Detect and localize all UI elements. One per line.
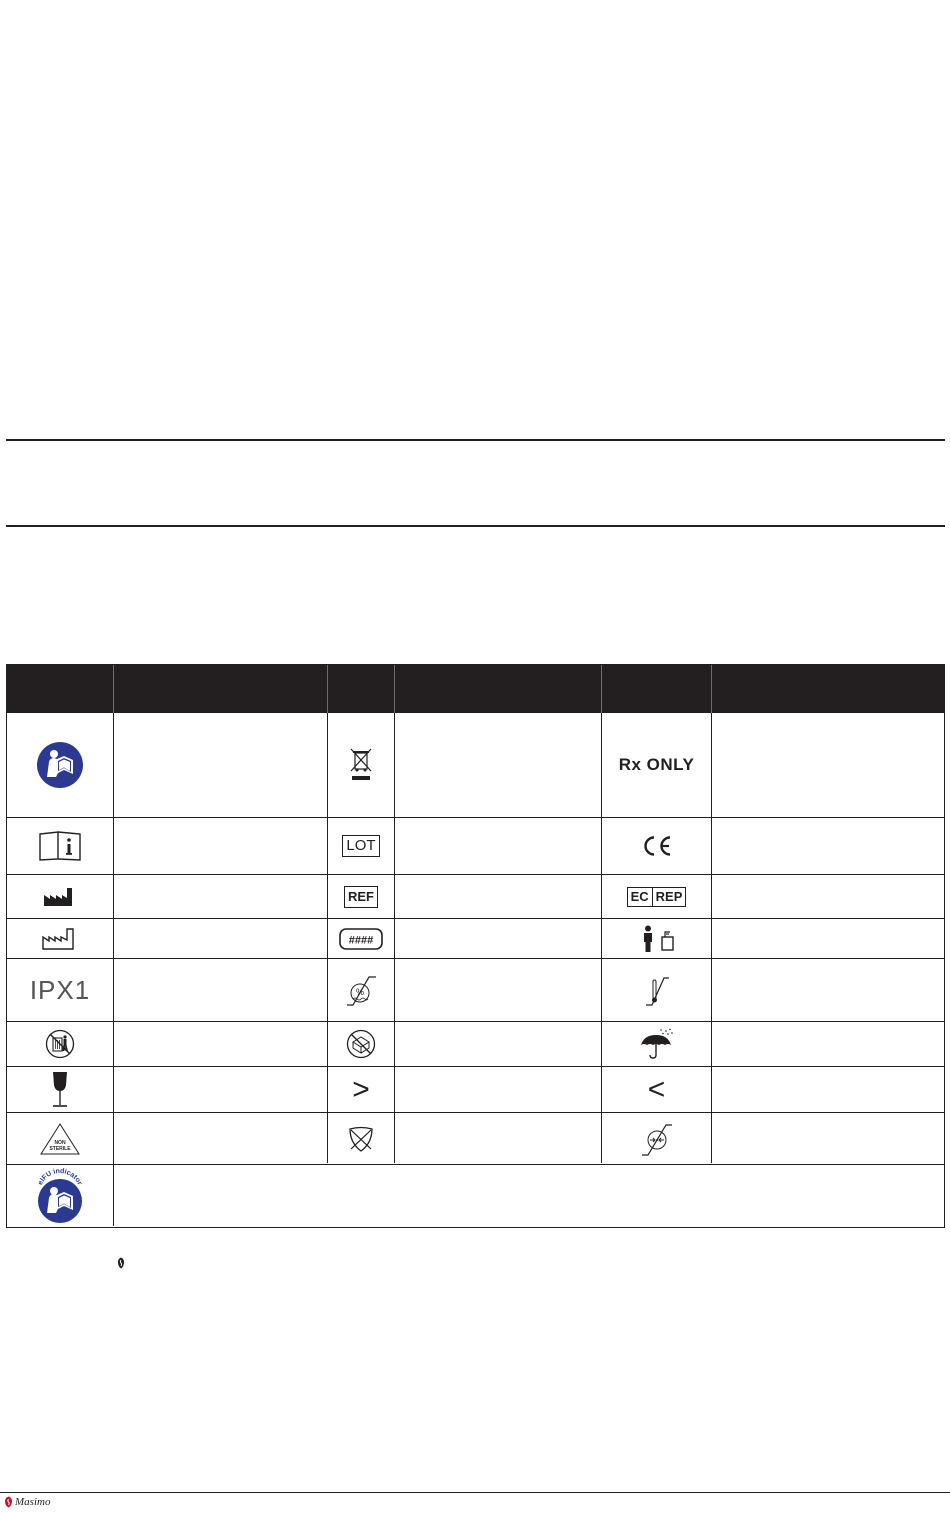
section-rule-bottom — [6, 525, 945, 527]
greater-than-symbol — [328, 1067, 394, 1112]
ref-label: REF — [344, 886, 378, 908]
header-description-3 — [712, 665, 944, 713]
header-description-1 — [114, 665, 327, 713]
footer-rule — [0, 1492, 950, 1493]
not-for-reuse-icon — [328, 1113, 394, 1164]
date-of-manufacture-icon — [7, 919, 113, 958]
table-row — [7, 713, 944, 818]
brand-name: Masimo — [15, 1496, 51, 1508]
non-sterile-label-1: NON — [54, 1139, 66, 1146]
manufacturer-icon — [7, 875, 113, 918]
svg-text:%: % — [355, 987, 365, 997]
efu-indicator-icon — [7, 1165, 113, 1227]
description-text — [712, 875, 944, 918]
less-than-label: < — [647, 1072, 666, 1106]
ec-label: EC — [628, 888, 653, 906]
header-symbol-1 — [7, 665, 113, 713]
description-text — [114, 1022, 327, 1066]
table-row — [7, 818, 944, 875]
section-rule-top — [6, 439, 945, 441]
header-symbol-3 — [602, 665, 711, 713]
description-text — [712, 1113, 944, 1164]
do-not-use-if-damaged-icon — [328, 1022, 394, 1066]
table-row — [7, 1165, 944, 1227]
masimo-mark-icon — [117, 1256, 125, 1274]
description-text — [712, 1067, 944, 1112]
description-text — [395, 959, 601, 1021]
humidity-limit-icon — [328, 959, 394, 1021]
description-text — [395, 818, 601, 874]
non-sterile-label-2: STERILE — [49, 1145, 71, 1152]
description-text — [395, 919, 601, 958]
greater-than-label: > — [352, 1072, 370, 1106]
masimo-logo-icon — [4, 1496, 13, 1508]
description-text — [712, 1022, 944, 1066]
table-row — [7, 919, 944, 959]
ref-symbol — [328, 875, 394, 918]
description-text — [114, 1165, 944, 1227]
table-row — [7, 1067, 944, 1113]
table-row — [7, 1113, 944, 1165]
description-text — [712, 919, 944, 958]
serial-number-symbol — [328, 919, 394, 958]
ce-mark-symbol — [602, 818, 711, 874]
follow-instructions-icon — [7, 713, 113, 817]
keep-dry-icon — [602, 1022, 711, 1066]
description-text — [395, 1113, 601, 1164]
ipx1-symbol — [7, 959, 113, 1021]
description-text — [712, 713, 944, 817]
description-text — [114, 875, 327, 918]
header-description-2 — [395, 665, 601, 713]
brand-logo — [4, 1494, 50, 1510]
rx-only-label: Rx ONLY — [618, 755, 695, 774]
description-text — [395, 1067, 601, 1112]
lot-label: LOT — [342, 835, 379, 857]
table-row — [7, 1022, 944, 1067]
description-text — [395, 875, 601, 918]
atmospheric-pressure-icon — [602, 1113, 711, 1164]
ec-rep-symbol — [602, 875, 711, 918]
description-text — [114, 818, 327, 874]
description-text — [395, 713, 601, 817]
rep-label: REP — [655, 888, 683, 904]
not-made-with-latex-icon — [7, 1022, 113, 1066]
description-text — [114, 713, 327, 817]
fragile-icon — [7, 1067, 113, 1112]
header-symbol-2 — [328, 665, 394, 713]
description-text — [712, 818, 944, 874]
symbols-table — [6, 664, 945, 1228]
table-row — [7, 959, 944, 1022]
lot-symbol — [328, 818, 394, 874]
consult-instructions-icon — [7, 818, 113, 874]
description-text — [114, 919, 327, 958]
rx-only-symbol — [602, 713, 711, 817]
temperature-limit-icon — [602, 959, 711, 1021]
description-text — [114, 1113, 327, 1164]
weee-disposal-icon — [328, 713, 394, 817]
table-header — [7, 665, 944, 713]
description-text — [395, 1022, 601, 1066]
description-text — [114, 1067, 327, 1112]
less-than-symbol — [602, 1067, 711, 1112]
description-text — [712, 959, 944, 1021]
description-text — [114, 959, 327, 1021]
body-weight-icon — [602, 919, 711, 958]
non-sterile-icon — [7, 1113, 113, 1164]
ipx1-label: IPX1 — [29, 974, 91, 1005]
efu-label: eIFU indicator — [37, 1167, 84, 1187]
serial-label: #### — [348, 934, 374, 946]
table-row — [7, 875, 944, 919]
